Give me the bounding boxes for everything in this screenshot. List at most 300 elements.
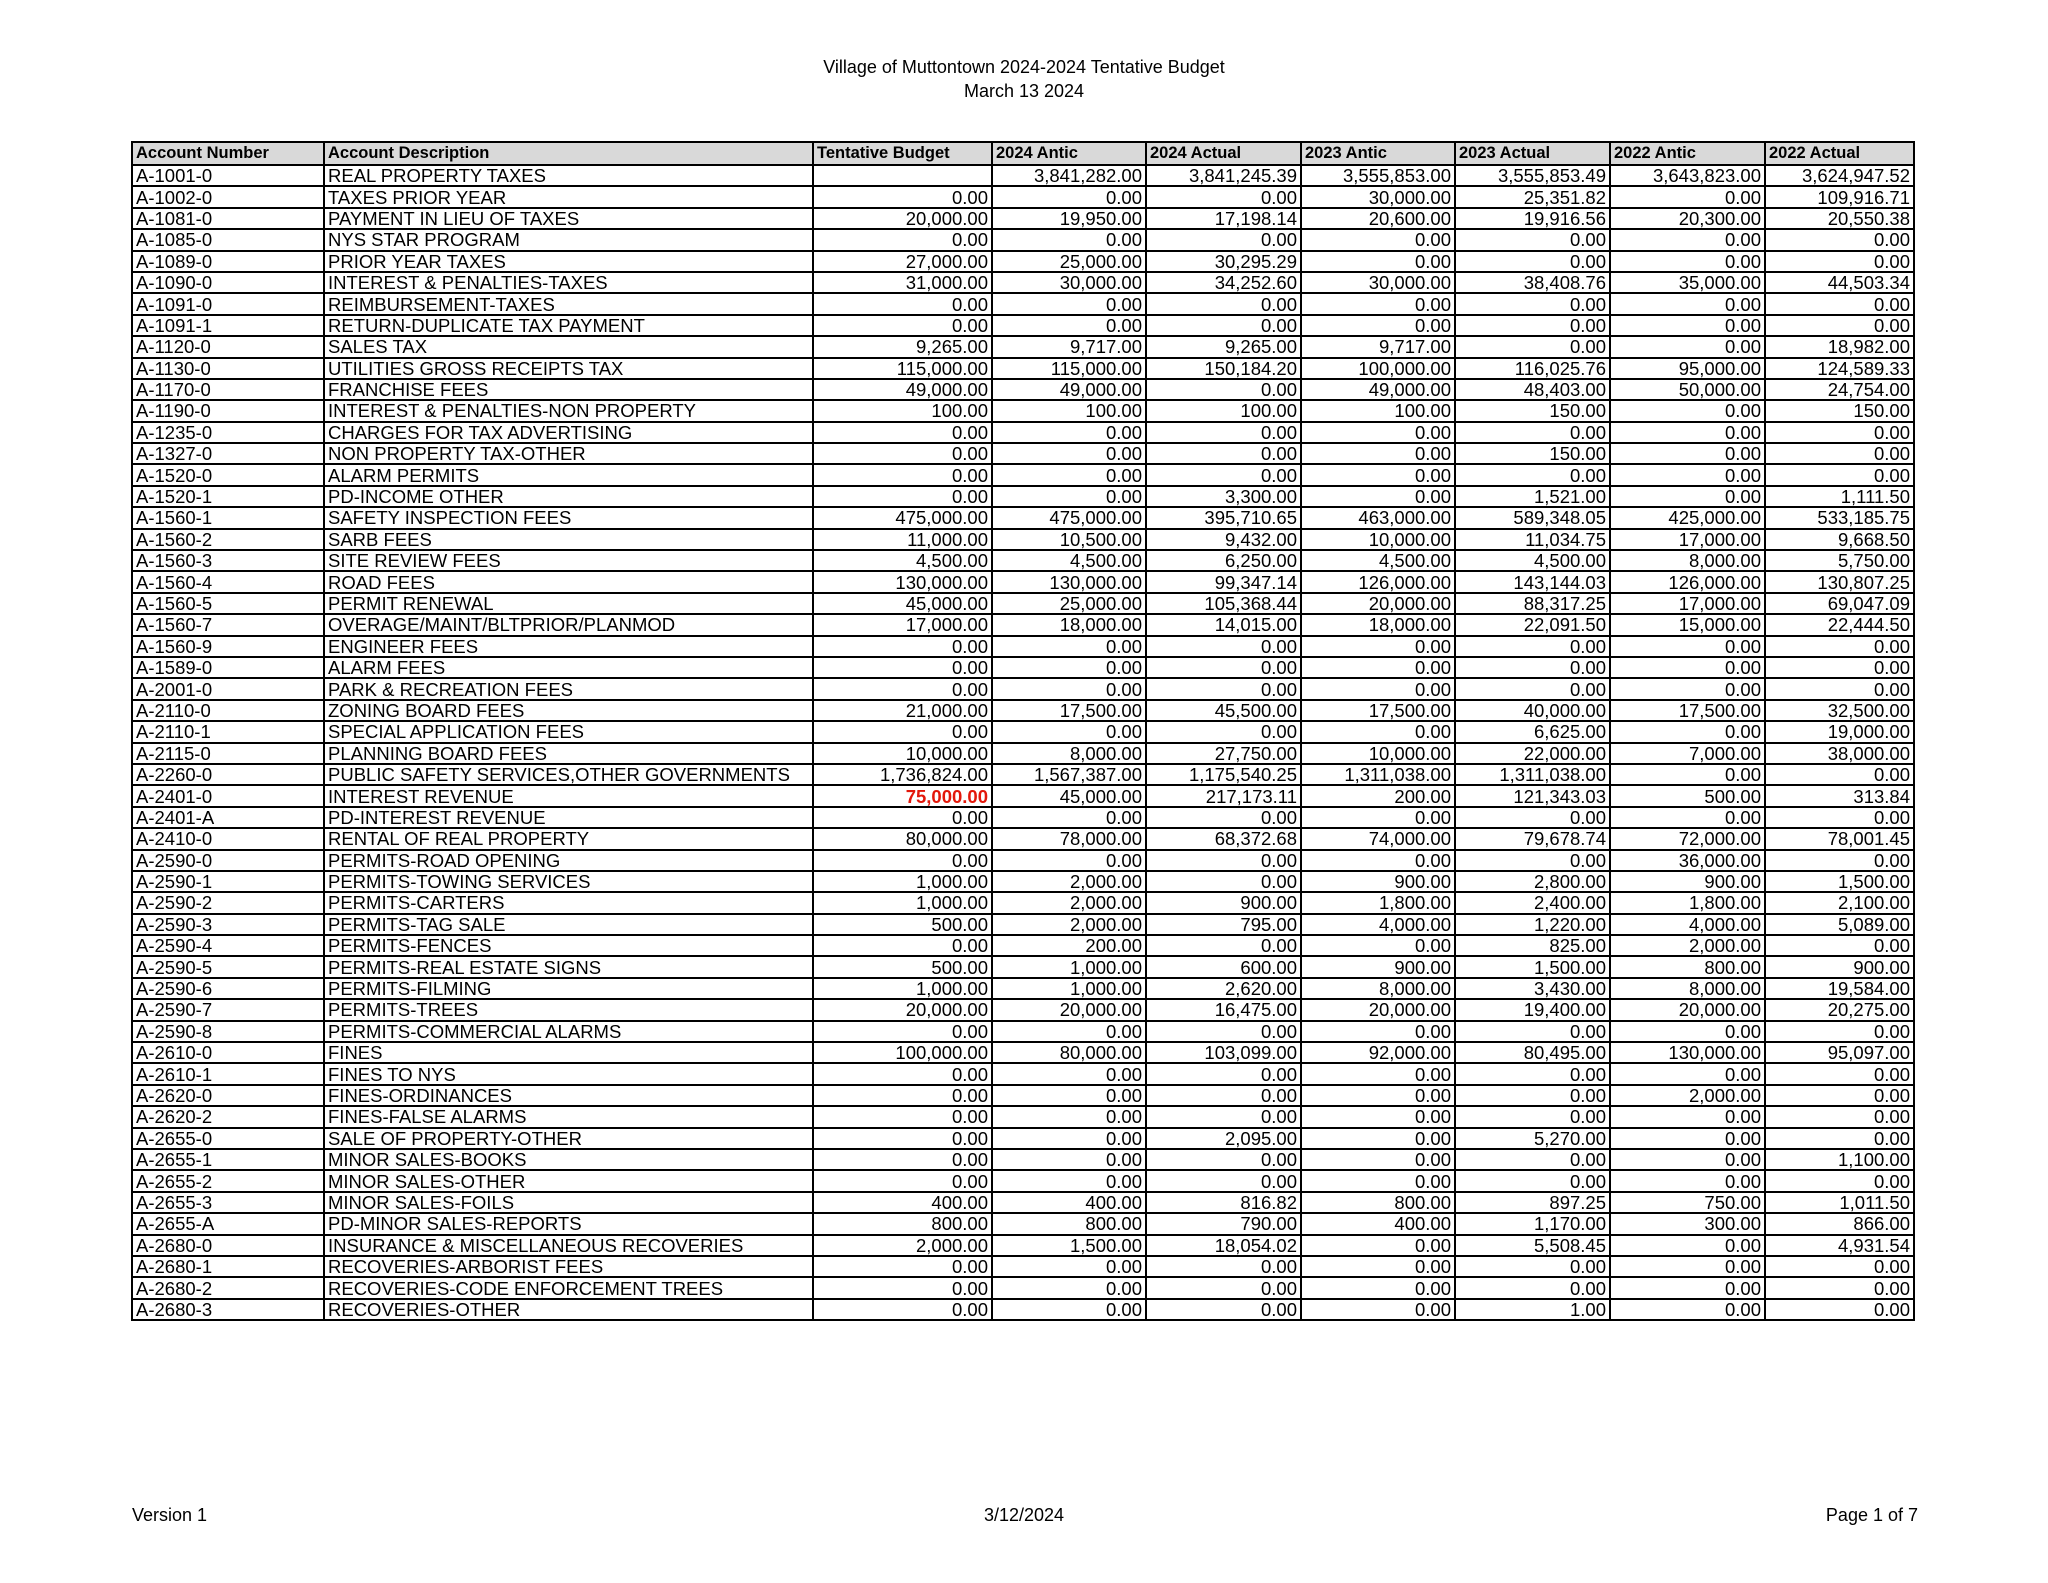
amount-cell: 0.00 [1455,657,1610,678]
amount-cell: 0.00 [1610,1128,1765,1149]
amount-cell: 0.00 [992,186,1146,207]
account-description-cell: RECOVERIES-ARBORIST FEES [324,1256,813,1277]
amount-cell: 0.00 [1610,443,1765,464]
amount-cell: 18,000.00 [1301,614,1455,635]
amount-cell: 0.00 [1301,636,1455,657]
amount-cell: 3,841,282.00 [992,165,1146,186]
amount-cell: 4,500.00 [992,550,1146,571]
amount-cell: 17,500.00 [1301,700,1455,721]
amount-cell: 0.00 [992,1085,1146,1106]
column-2022-antic-header: 2022 Antic [1610,142,1765,165]
amount-cell: 0.00 [1301,1149,1455,1170]
amount-cell: 300.00 [1610,1213,1765,1234]
account-number-cell: A-1560-3 [132,550,324,571]
amount-cell: 0.00 [1146,422,1301,443]
amount-cell: 0.00 [1146,293,1301,314]
amount-cell: 1,220.00 [1455,914,1610,935]
account-number-cell: A-1560-9 [132,636,324,657]
amount-cell: 0.00 [1765,422,1914,443]
amount-cell: 0.00 [1301,678,1455,699]
amount-cell: 0.00 [813,186,992,207]
account-number-cell: A-1091-1 [132,315,324,336]
account-description-cell: PERMITS-FENCES [324,935,813,956]
account-number-cell: A-2590-7 [132,999,324,1020]
account-description-cell: RECOVERIES-OTHER [324,1299,813,1320]
account-number-cell: A-1091-0 [132,293,324,314]
amount-cell: 0.00 [813,678,992,699]
account-description-cell: PERMITS-FILMING [324,978,813,999]
amount-cell: 150.00 [1455,400,1610,421]
account-number-cell: A-2110-1 [132,721,324,742]
amount-cell: 78,001.45 [1765,828,1914,849]
amount-cell: 800.00 [813,1213,992,1234]
amount-cell: 1,500.00 [1455,956,1610,977]
amount-cell: 0.00 [813,1299,992,1320]
amount-cell: 0.00 [1146,678,1301,699]
amount-cell: 0.00 [1765,1085,1914,1106]
amount-cell: 475,000.00 [813,507,992,528]
account-number-cell: A-2115-0 [132,743,324,764]
amount-cell: 0.00 [1765,807,1914,828]
table-row [132,1021,1914,1042]
table-row [132,1213,1914,1234]
amount-cell: 0.00 [1765,657,1914,678]
amount-cell: 0.00 [813,807,992,828]
amount-cell: 80,495.00 [1455,1042,1610,1063]
amount-cell [813,165,992,186]
account-description-cell: FRANCHISE FEES [324,379,813,400]
amount-cell: 800.00 [1301,1192,1455,1213]
amount-cell: 20,000.00 [992,999,1146,1020]
amount-cell: 100.00 [992,400,1146,421]
amount-cell: 0.00 [992,1170,1146,1191]
table-row [132,358,1914,379]
column-account-number-header: Account Number [132,142,324,165]
table-row [132,443,1914,464]
amount-cell: 0.00 [1455,1170,1610,1191]
table-row [132,978,1914,999]
amount-cell: 0.00 [1146,1299,1301,1320]
amount-cell: 0.00 [813,1106,992,1127]
account-number-cell: A-2655-3 [132,1192,324,1213]
table-row [132,743,1914,764]
amount-cell: 0.00 [1455,1277,1610,1298]
amount-cell: 0.00 [1146,657,1301,678]
account-description-cell: PD-MINOR SALES-REPORTS [324,1213,813,1234]
table-row [132,828,1914,849]
amount-cell: 0.00 [1146,464,1301,485]
amount-cell: 0.00 [1146,1277,1301,1298]
amount-cell: 1,800.00 [1301,892,1455,913]
account-number-cell: A-2401-A [132,807,324,828]
amount-cell: 1,736,824.00 [813,764,992,785]
table-row [132,721,1914,742]
amount-cell: 1,000.00 [813,978,992,999]
table-row [132,956,1914,977]
amount-cell: 126,000.00 [1610,571,1765,592]
account-number-cell: A-2590-4 [132,935,324,956]
account-description-cell: PERMIT RENEWAL [324,593,813,614]
footer-version: Version 1 [132,1505,208,1525]
amount-cell: 17,000.00 [1610,529,1765,550]
column-2023-antic-header: 2023 Antic [1301,142,1455,165]
amount-cell: 0.00 [813,657,992,678]
amount-cell: 0.00 [1146,229,1301,250]
amount-cell: 0.00 [1455,1021,1610,1042]
amount-cell: 9,717.00 [1301,336,1455,357]
amount-cell: 18,054.02 [1146,1235,1301,1256]
amount-cell: 45,500.00 [1146,700,1301,721]
amount-cell: 124,589.33 [1765,358,1914,379]
amount-cell: 103,099.00 [1146,1042,1301,1063]
amount-cell: 14,015.00 [1146,614,1301,635]
amount-cell: 79,678.74 [1455,828,1610,849]
amount-cell: 500.00 [813,914,992,935]
amount-cell: 2,000.00 [992,892,1146,913]
amount-cell: 20,000.00 [813,999,992,1020]
amount-cell: 130,807.25 [1765,571,1914,592]
column-tentative-budget-header: Tentative Budget [813,142,992,165]
table-row [132,1299,1914,1320]
amount-cell: 0.00 [1765,1128,1914,1149]
account-description-cell: MINOR SALES-OTHER [324,1170,813,1191]
account-description-cell: PRIOR YEAR TAXES [324,251,813,272]
table-row [132,657,1914,678]
table-row [132,764,1914,785]
amount-cell: 0.00 [1301,293,1455,314]
account-number-cell: A-1235-0 [132,422,324,443]
amount-cell: 0.00 [992,1256,1146,1277]
account-description-cell: NYS STAR PROGRAM [324,229,813,250]
amount-cell: 0.00 [1610,1299,1765,1320]
account-number-cell: A-2680-0 [132,1235,324,1256]
amount-cell: 800.00 [1610,956,1765,977]
amount-cell: 0.00 [992,229,1146,250]
amount-cell: 8,000.00 [1610,978,1765,999]
amount-cell: 0.00 [1301,721,1455,742]
amount-cell: 866.00 [1765,1213,1914,1234]
amount-cell: 0.00 [1301,657,1455,678]
table-row [132,529,1914,550]
table-row [132,700,1914,721]
amount-cell: 100,000.00 [1301,358,1455,379]
table-row [132,550,1914,571]
amount-cell: 19,584.00 [1765,978,1914,999]
amount-cell: 0.00 [1765,251,1914,272]
account-number-cell: A-1002-0 [132,186,324,207]
amount-cell: 5,089.00 [1765,914,1914,935]
amount-cell: 1,800.00 [1610,892,1765,913]
amount-cell: 790.00 [1146,1213,1301,1234]
amount-cell: 0.00 [1610,422,1765,443]
account-number-cell: A-2655-A [132,1213,324,1234]
amount-cell: 0.00 [813,464,992,485]
table-row [132,272,1914,293]
amount-cell: 0.00 [1301,486,1455,507]
amount-cell: 150.00 [1765,400,1914,421]
amount-cell: 150,184.20 [1146,358,1301,379]
amount-cell: 48,403.00 [1455,379,1610,400]
amount-cell: 0.00 [992,721,1146,742]
account-number-cell: A-2655-1 [132,1149,324,1170]
amount-cell: 0.00 [1610,229,1765,250]
table-row [132,422,1914,443]
amount-cell: 0.00 [1610,315,1765,336]
table-row [132,1170,1914,1191]
amount-cell: 0.00 [1610,764,1765,785]
amount-cell: 0.00 [813,721,992,742]
amount-cell: 8,000.00 [1301,978,1455,999]
amount-cell: 0.00 [1301,1235,1455,1256]
amount-cell: 130,000.00 [813,571,992,592]
table-row [132,850,1914,871]
amount-cell: 72,000.00 [1610,828,1765,849]
amount-cell: 95,097.00 [1765,1042,1914,1063]
amount-cell: 1,170.00 [1455,1213,1610,1234]
column-2022-actual-header: 2022 Actual [1765,142,1914,165]
amount-cell: 3,555,853.00 [1301,165,1455,186]
account-number-cell: A-2410-0 [132,828,324,849]
amount-cell: 0.00 [1610,1277,1765,1298]
table-row [132,229,1914,250]
account-description-cell: ZONING BOARD FEES [324,700,813,721]
amount-cell: 27,000.00 [813,251,992,272]
account-description-cell: SAFETY INSPECTION FEES [324,507,813,528]
amount-cell: 0.00 [992,678,1146,699]
amount-cell: 475,000.00 [992,507,1146,528]
amount-cell: 500.00 [813,956,992,977]
amount-cell: 463,000.00 [1301,507,1455,528]
amount-cell: 0.00 [1455,293,1610,314]
amount-cell: 0.00 [813,1170,992,1191]
amount-cell: 200.00 [992,935,1146,956]
amount-cell: 6,625.00 [1455,721,1610,742]
amount-cell: 0.00 [1765,1277,1914,1298]
table-row [132,165,1914,186]
amount-cell: 2,400.00 [1455,892,1610,913]
amount-cell: 22,444.50 [1765,614,1914,635]
amount-cell: 0.00 [1610,336,1765,357]
table-row [132,1277,1914,1298]
account-description-cell: FINES-ORDINANCES [324,1085,813,1106]
account-number-cell: A-1190-0 [132,400,324,421]
amount-cell: 150.00 [1455,443,1610,464]
amount-cell: 900.00 [1301,956,1455,977]
account-description-cell: REIMBURSEMENT-TAXES [324,293,813,314]
amount-cell: 0.00 [1455,315,1610,336]
amount-cell: 9,432.00 [1146,529,1301,550]
amount-cell: 0.00 [1301,315,1455,336]
table-row [132,1128,1914,1149]
amount-cell: 0.00 [1455,336,1610,357]
amount-cell: 30,000.00 [1301,272,1455,293]
amount-cell: 1,521.00 [1455,486,1610,507]
amount-cell: 0.00 [1765,1170,1914,1191]
amount-cell: 0.00 [1301,1063,1455,1084]
account-description-cell: PERMITS-TAG SALE [324,914,813,935]
amount-cell: 0.00 [813,486,992,507]
amount-cell: 0.00 [1146,1021,1301,1042]
amount-cell: 0.00 [1301,1106,1455,1127]
amount-cell: 0.00 [1301,1085,1455,1106]
amount-cell: 0.00 [813,229,992,250]
account-description-cell: SITE REVIEW FEES [324,550,813,571]
amount-cell: 5,750.00 [1765,550,1914,571]
amount-cell: 0.00 [1455,1149,1610,1170]
amount-cell: 2,000.00 [992,914,1146,935]
amount-cell: 9,717.00 [992,336,1146,357]
account-number-cell: A-2260-0 [132,764,324,785]
amount-cell: 100.00 [1301,400,1455,421]
amount-cell: 95,000.00 [1610,358,1765,379]
amount-cell: 0.00 [1146,186,1301,207]
amount-cell: 38,000.00 [1765,743,1914,764]
account-description-cell: ALARM FEES [324,657,813,678]
table-row [132,400,1914,421]
amount-cell: 0.00 [1301,1128,1455,1149]
amount-cell: 0.00 [1610,636,1765,657]
account-description-cell: UTILITIES GROSS RECEIPTS TAX [324,358,813,379]
amount-cell: 0.00 [1610,251,1765,272]
amount-cell: 1,011.50 [1765,1192,1914,1213]
amount-cell: 0.00 [1610,186,1765,207]
amount-cell: 0.00 [1301,422,1455,443]
amount-cell: 0.00 [813,1063,992,1084]
amount-cell: 22,091.50 [1455,614,1610,635]
amount-cell: 0.00 [1146,721,1301,742]
amount-cell: 50,000.00 [1610,379,1765,400]
amount-cell: 0.00 [992,1128,1146,1149]
amount-cell: 17,500.00 [992,700,1146,721]
amount-cell: 0.00 [1146,1170,1301,1191]
amount-cell: 0.00 [1146,379,1301,400]
amount-cell: 0.00 [813,315,992,336]
amount-cell: 0.00 [1146,1149,1301,1170]
amount-cell: 10,000.00 [1301,743,1455,764]
amount-cell: 0.00 [992,422,1146,443]
account-number-cell: A-1560-2 [132,529,324,550]
account-description-cell: PERMITS-REAL ESTATE SIGNS [324,956,813,977]
amount-cell: 0.00 [992,1063,1146,1084]
amount-cell: 0.00 [1765,229,1914,250]
amount-cell: 10,500.00 [992,529,1146,550]
amount-cell: 0.00 [1301,1021,1455,1042]
account-description-cell: SARB FEES [324,529,813,550]
amount-cell: 20,000.00 [1301,593,1455,614]
account-description-cell: PARK & RECREATION FEES [324,678,813,699]
amount-cell: 11,000.00 [813,529,992,550]
amount-cell: 4,000.00 [1301,914,1455,935]
account-number-cell: A-2680-1 [132,1256,324,1277]
amount-cell: 45,000.00 [992,785,1146,806]
amount-cell: 3,643,823.00 [1610,165,1765,186]
amount-cell: 19,950.00 [992,208,1146,229]
account-number-cell: A-1089-0 [132,251,324,272]
table-row [132,251,1914,272]
amount-cell: 68,372.68 [1146,828,1301,849]
amount-cell: 795.00 [1146,914,1301,935]
amount-cell: 0.00 [1610,1106,1765,1127]
amount-cell: 0.00 [813,1085,992,1106]
amount-cell: 1,100.00 [1765,1149,1914,1170]
amount-cell: 0.00 [1301,1299,1455,1320]
table-row [132,1256,1914,1277]
account-description-cell: PD-INCOME OTHER [324,486,813,507]
account-number-cell: A-1090-0 [132,272,324,293]
table-row [132,315,1914,336]
amount-cell: 750.00 [1610,1192,1765,1213]
amount-cell: 0.00 [992,636,1146,657]
column-account-description-header: Account Description [324,142,813,165]
amount-cell: 20,275.00 [1765,999,1914,1020]
amount-cell: 0.00 [1610,1149,1765,1170]
amount-cell: 35,000.00 [1610,272,1765,293]
amount-cell: 0.00 [1610,678,1765,699]
account-description-cell: NON PROPERTY TAX-OTHER [324,443,813,464]
table-row [132,186,1914,207]
amount-cell: 1,000.00 [813,892,992,913]
amount-cell: 0.00 [1146,443,1301,464]
amount-cell: 0.00 [1146,1256,1301,1277]
amount-cell: 900.00 [1301,871,1455,892]
account-number-cell: A-1560-5 [132,593,324,614]
amount-cell: 18,982.00 [1765,336,1914,357]
amount-cell: 900.00 [1146,892,1301,913]
account-description-cell: TAXES PRIOR YEAR [324,186,813,207]
account-number-cell: A-1001-0 [132,165,324,186]
amount-cell: 1,500.00 [1765,871,1914,892]
amount-cell: 16,475.00 [1146,999,1301,1020]
amount-cell: 825.00 [1455,935,1610,956]
amount-cell: 0.00 [1610,1170,1765,1191]
amount-cell: 20,000.00 [813,208,992,229]
account-description-cell: PUBLIC SAFETY SERVICES,OTHER GOVERNMENTS [324,764,813,785]
table-row [132,678,1914,699]
amount-cell: 0.00 [1610,721,1765,742]
amount-cell: 0.00 [1146,636,1301,657]
amount-cell: 80,000.00 [992,1042,1146,1063]
account-number-cell: A-1520-1 [132,486,324,507]
amount-cell: 130,000.00 [1610,1042,1765,1063]
account-description-cell: PERMITS-TOWING SERVICES [324,871,813,892]
amount-cell: 0.00 [1455,229,1610,250]
amount-cell: 20,300.00 [1610,208,1765,229]
account-number-cell: A-1589-0 [132,657,324,678]
amount-cell: 0.00 [813,1277,992,1298]
amount-cell: 18,000.00 [992,614,1146,635]
account-description-cell: SALES TAX [324,336,813,357]
amount-cell: 400.00 [1301,1213,1455,1234]
amount-cell: 143,144.03 [1455,571,1610,592]
account-number-cell: A-2590-5 [132,956,324,977]
amount-cell: 0.00 [1610,807,1765,828]
amount-cell: 0.00 [1301,229,1455,250]
amount-cell: 0.00 [992,1149,1146,1170]
amount-cell: 38,408.76 [1455,272,1610,293]
amount-cell: 0.00 [992,486,1146,507]
amount-cell: 5,270.00 [1455,1128,1610,1149]
account-description-cell: MINOR SALES-BOOKS [324,1149,813,1170]
account-description-cell: ALARM PERMITS [324,464,813,485]
amount-cell: 25,000.00 [992,593,1146,614]
account-description-cell: INSURANCE & MISCELLANEOUS RECOVERIES [324,1235,813,1256]
amount-cell: 800.00 [992,1213,1146,1234]
amount-cell: 0.00 [1765,293,1914,314]
table-row [132,1106,1914,1127]
amount-cell: 0.00 [1301,464,1455,485]
amount-cell: 0.00 [1765,850,1914,871]
account-number-cell: A-2590-2 [132,892,324,913]
